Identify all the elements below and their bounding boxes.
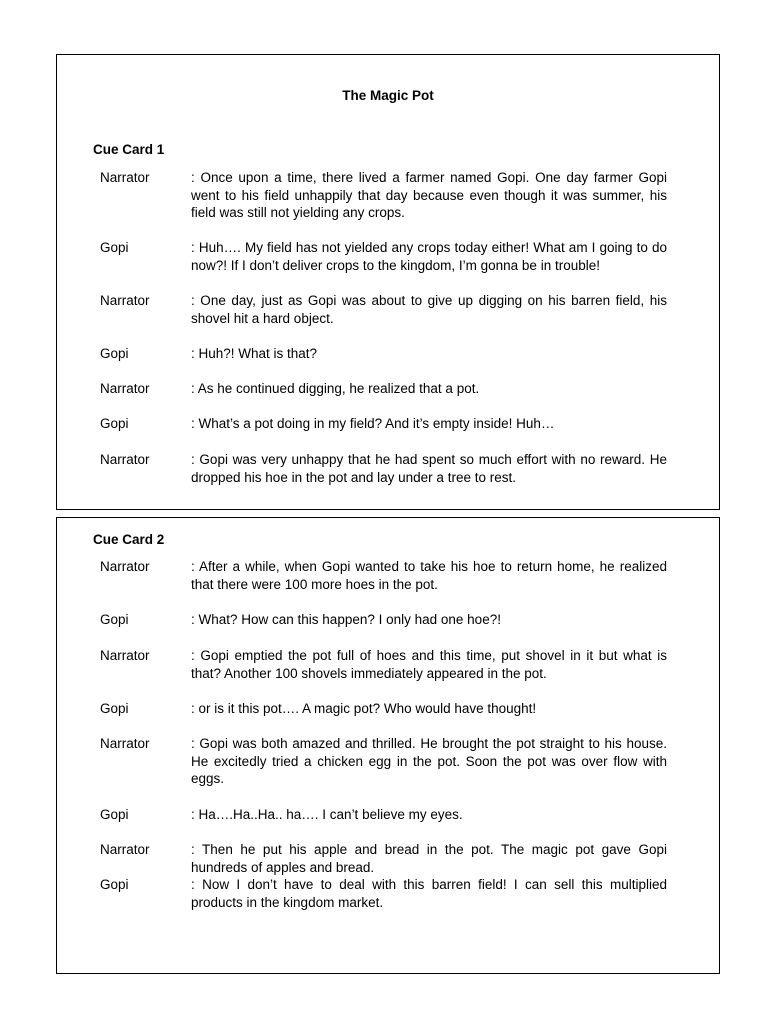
speaker-name: Gopi bbox=[100, 877, 129, 892]
speech-text: : What? How can this happen? I only had one hoe?! bbox=[191, 612, 501, 627]
speaker-name: Gopi bbox=[100, 701, 129, 716]
speaker-name: Gopi bbox=[100, 807, 129, 822]
speaker-name: Gopi bbox=[100, 612, 129, 627]
speech-text: : Huh…. My field has not yielded any crops today either! What am I going to do now?! If I don’t deliver crops to the kingdom, I’m gonna be in trouble! bbox=[191, 240, 667, 273]
card-heading: Cue Card 1 bbox=[93, 142, 165, 157]
speech-text: : Gopi emptied the pot full of hoes and this time, put shovel in it but what is that? Another 100 shovels immediately appeared in the pot. bbox=[191, 648, 667, 681]
speech-text: : As he continued digging, he realized that a pot. bbox=[191, 381, 480, 396]
speaker-name: Narrator bbox=[100, 452, 150, 467]
speech-text: : One day, just as Gopi was about to give up digging on his barren field, his shovel hit a hard object. bbox=[191, 293, 667, 326]
speaker-name: Gopi bbox=[100, 416, 129, 431]
cue-card-2 bbox=[56, 517, 720, 974]
speech-text: : After a while, when Gopi wanted to take his hoe to return home, he realized that there were 100 more hoes in the pot. bbox=[191, 559, 667, 592]
speaker-name: Narrator bbox=[100, 381, 150, 396]
speech-text: : Ha….Ha..Ha.. ha…. I can’t believe my eyes. bbox=[191, 807, 463, 822]
speech-text: : Then he put his apple and bread in the pot. The magic pot gave Gopi hundreds of apples and bread. bbox=[191, 842, 667, 875]
speech-text: : Gopi was very unhappy that he had spent so much effort with no reward. He dropped his hoe in the pot and lay under a tree to rest. bbox=[191, 452, 667, 485]
speaker-name: Narrator bbox=[100, 648, 150, 663]
speech-text: : or is it this pot…. A magic pot? Who would have thought! bbox=[191, 701, 537, 716]
speech-text: : Now I don’t have to deal with this barren field! I can sell this multiplied products in the kingdom market. bbox=[191, 877, 667, 910]
page-title: The Magic Pot bbox=[342, 88, 434, 103]
speech-text: : What’s a pot doing in my field? And it’s empty inside! Huh… bbox=[191, 416, 555, 431]
speaker-name: Gopi bbox=[100, 346, 129, 361]
speaker-name: Narrator bbox=[100, 842, 150, 857]
speech-text: : Gopi was both amazed and thrilled. He brought the pot straight to his house. He excitedly tried a chicken egg in the pot. Soon the pot was over flow with eggs. bbox=[191, 736, 667, 786]
speech-text: : Huh?! What is that? bbox=[191, 346, 318, 361]
speaker-name: Narrator bbox=[100, 559, 150, 574]
card-heading: Cue Card 2 bbox=[93, 532, 165, 547]
speaker-name: Narrator bbox=[100, 293, 150, 308]
speaker-name: Narrator bbox=[100, 736, 150, 751]
speech-text: : Once upon a time, there lived a farmer named Gopi. One day farmer Gopi went to his field unhappily that day because even though it was summer, his field was still not yielding any crops. bbox=[191, 170, 667, 220]
speaker-name: Narrator bbox=[100, 170, 150, 185]
cue-card-1 bbox=[56, 54, 720, 510]
speaker-name: Gopi bbox=[100, 240, 129, 255]
